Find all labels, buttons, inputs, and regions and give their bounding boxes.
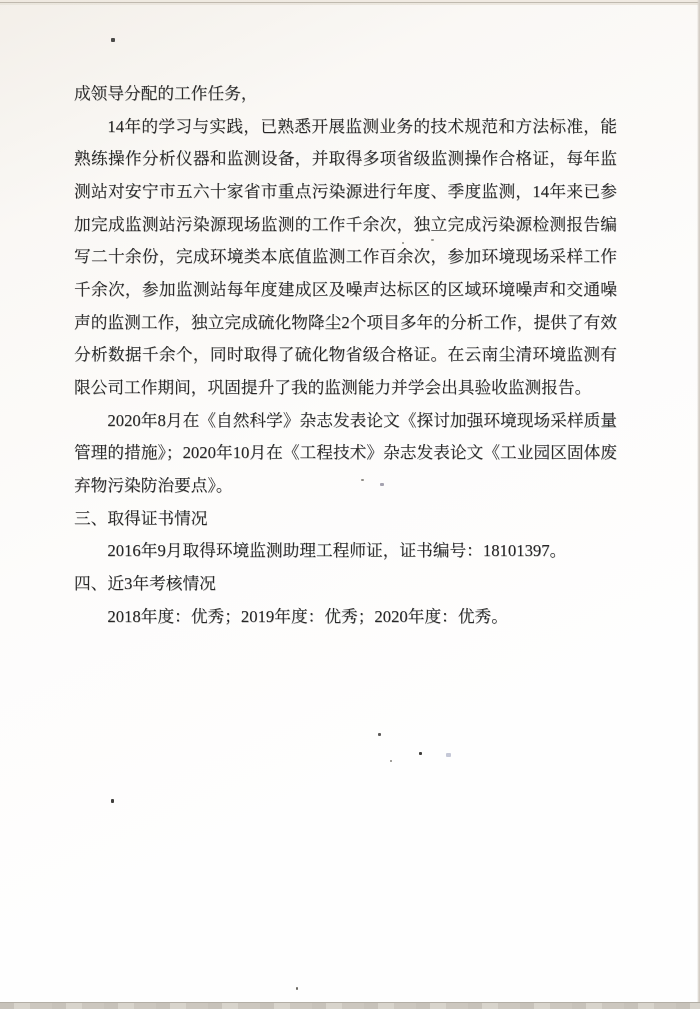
scan-speck [390,760,392,762]
scan-speck [296,987,298,990]
paragraph-work-practice: 14年的学习与实践，已熟悉开展监测业务的技术规范和方法标准，能熟练操作分析仪器和监测设备，并取得多项省级监测操作合格证，每年监测站对安宁市五六十家省市重点污染源进行年度、季度监测，14年来已参加完成监测站污染源现场监测的工作千余次，独立完成污染源检测报告编写二十余份，完成环境类本底值监测工作百余次，参加环境现场采样工作千余次，参加监测站每年度建成区及噪声达标区的区域环境噪声和交通噪声的监测工作，独立完成硫化物降尘2个项目多年的分析工作，提供了有效分析数据千余个，同时取得了硫化物省级合格证。在云南尘清环境监测有限公司工作期间，巩固提升了我的监测能力并学会出具验收监测报告。 [74,116,617,397]
document-body [74,78,617,633]
scan-speck [419,752,422,755]
scan-speck [111,799,114,803]
paragraph-continuation: 成领导分配的工作任务， [74,84,258,103]
paragraph-appraisal-results: 2018年度：优秀；2019年度：优秀；2020年度：优秀。 [107,606,508,626]
scan-edge-top [0,0,700,5]
section-heading-certificates: 三、取得证书情况 [74,508,208,528]
scan-speck [446,753,451,757]
paragraph-certificate: 2016年9月取得环境监测助理工程师证，证书编号：18101397。 [107,541,567,561]
scan-speck [378,733,381,736]
section-heading-appraisal: 四、近3年考核情况 [74,573,216,593]
scan-edge-bottom [0,1002,700,1009]
paragraph-publications: 2020年8月在《自然科学》杂志发表论文《探讨加强环境现场采样质量管理的措施》；2020年10月在《工程技术》杂志发表论文《工业园区固体废弃物污染防治要点》。 [74,410,617,495]
scan-speck [111,38,115,42]
